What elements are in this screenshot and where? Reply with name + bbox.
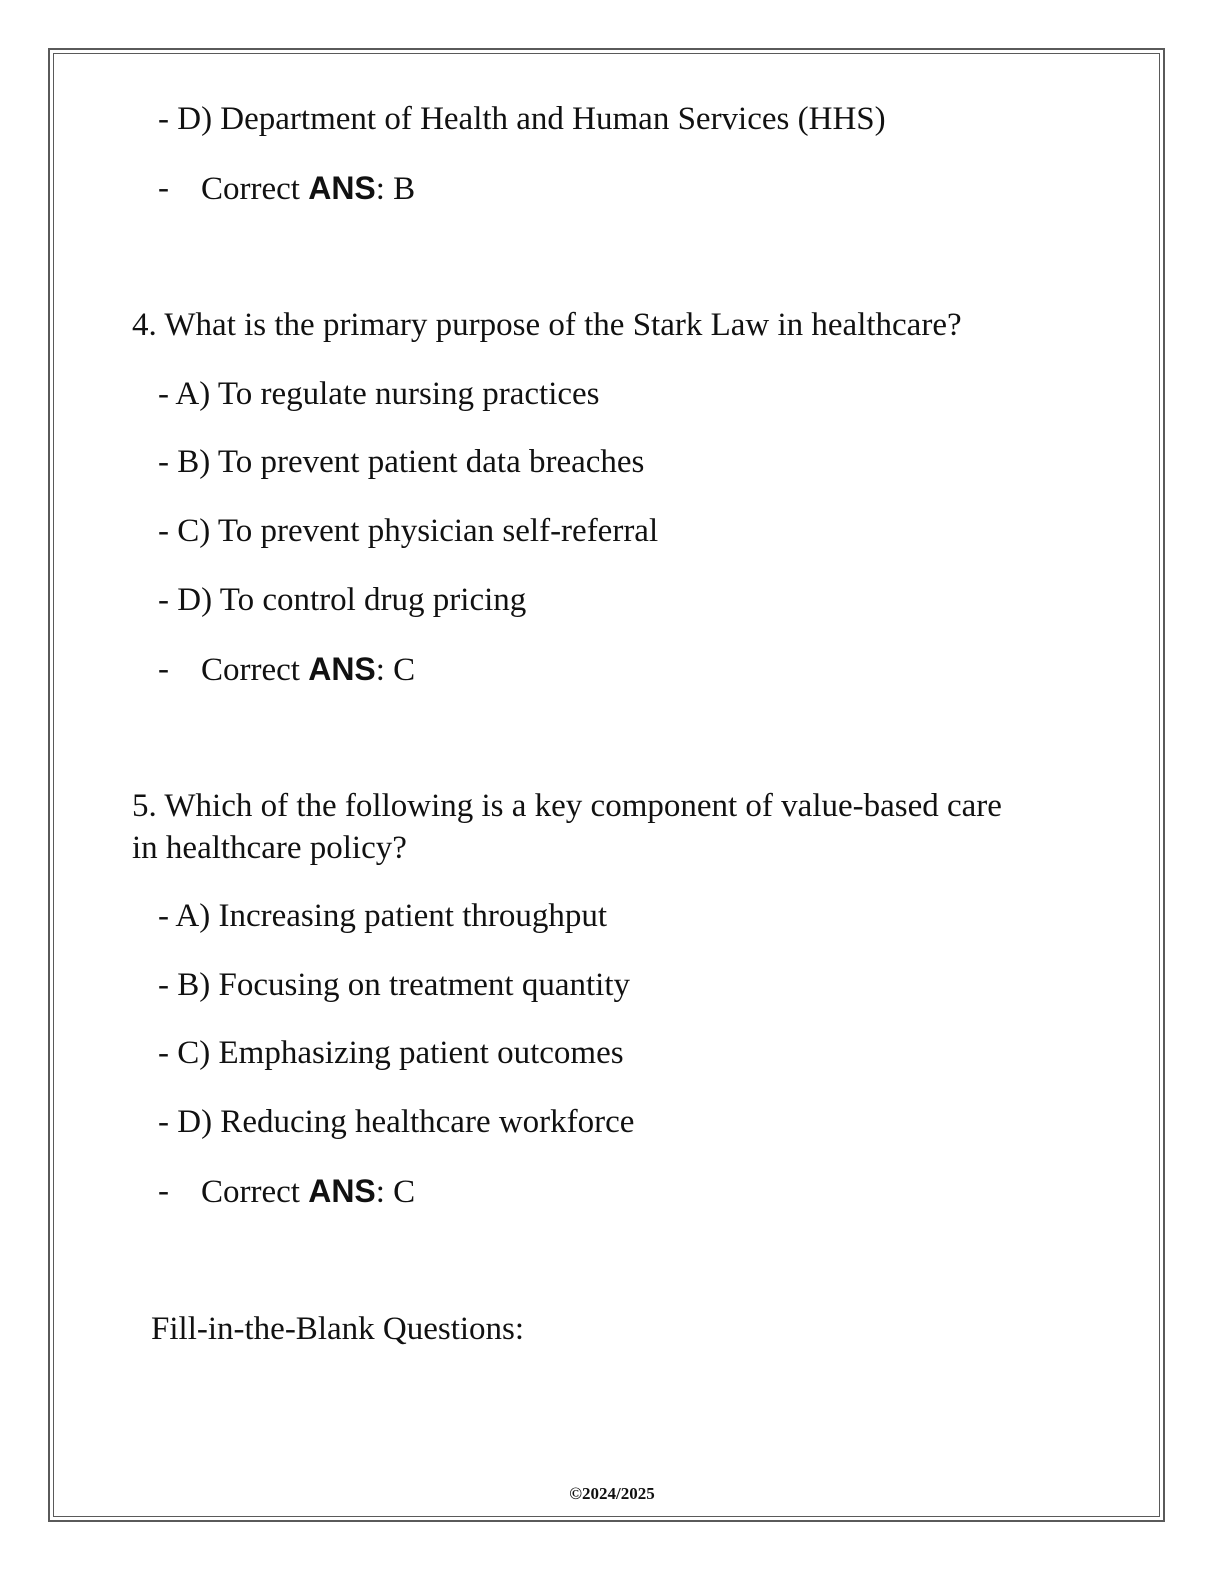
q5-answer-value: : C xyxy=(375,1174,416,1210)
section-heading: Fill-in-the-Blank Questions: xyxy=(151,1311,525,1347)
q3-answer-prefix: Correct xyxy=(201,171,309,207)
q5-answer-label: ANS xyxy=(308,1173,376,1209)
q4-answer-dash: - xyxy=(158,651,169,687)
q4-option-c: - C) To prevent physician self-referral xyxy=(158,513,659,549)
q4-option-d: - D) To control drug pricing xyxy=(158,582,527,618)
q5-question-line1: 5. Which of the following is a key component of value-based care xyxy=(132,788,1002,824)
q4-answer xyxy=(201,648,415,691)
q5-question-line2: in healthcare policy? xyxy=(132,830,407,866)
q4-answer-value: : C xyxy=(375,652,416,688)
q5-answer xyxy=(201,1170,415,1213)
q5-answer-dash: - xyxy=(158,1173,169,1209)
q5-answer-prefix: Correct xyxy=(201,1174,309,1210)
q4-answer-prefix: Correct xyxy=(201,652,309,688)
q5-option-b: - B) Focusing on treatment quantity xyxy=(158,967,631,1003)
q4-answer-label: ANS xyxy=(308,651,376,687)
q4-option-a: - A) To regulate nursing practices xyxy=(158,376,600,412)
q5-option-d: - D) Reducing healthcare workforce xyxy=(158,1104,635,1140)
q4-option-b: - B) To prevent patient data breaches xyxy=(158,444,645,480)
q5-option-a: - A) Increasing patient throughput xyxy=(158,898,608,934)
page-footer: ©2024/2025 xyxy=(569,1484,655,1503)
q3-answer-value: : B xyxy=(375,171,416,207)
q3-answer xyxy=(201,167,415,210)
q3-option-d: - D) Department of Health and Human Services (HHS) xyxy=(158,101,886,137)
q4-question: 4. What is the primary purpose of the Stark Law in healthcare? xyxy=(132,307,962,343)
q3-answer-dash: - xyxy=(158,170,169,206)
q3-answer-label: ANS xyxy=(308,170,376,206)
q5-option-c: - C) Emphasizing patient outcomes xyxy=(158,1035,624,1071)
